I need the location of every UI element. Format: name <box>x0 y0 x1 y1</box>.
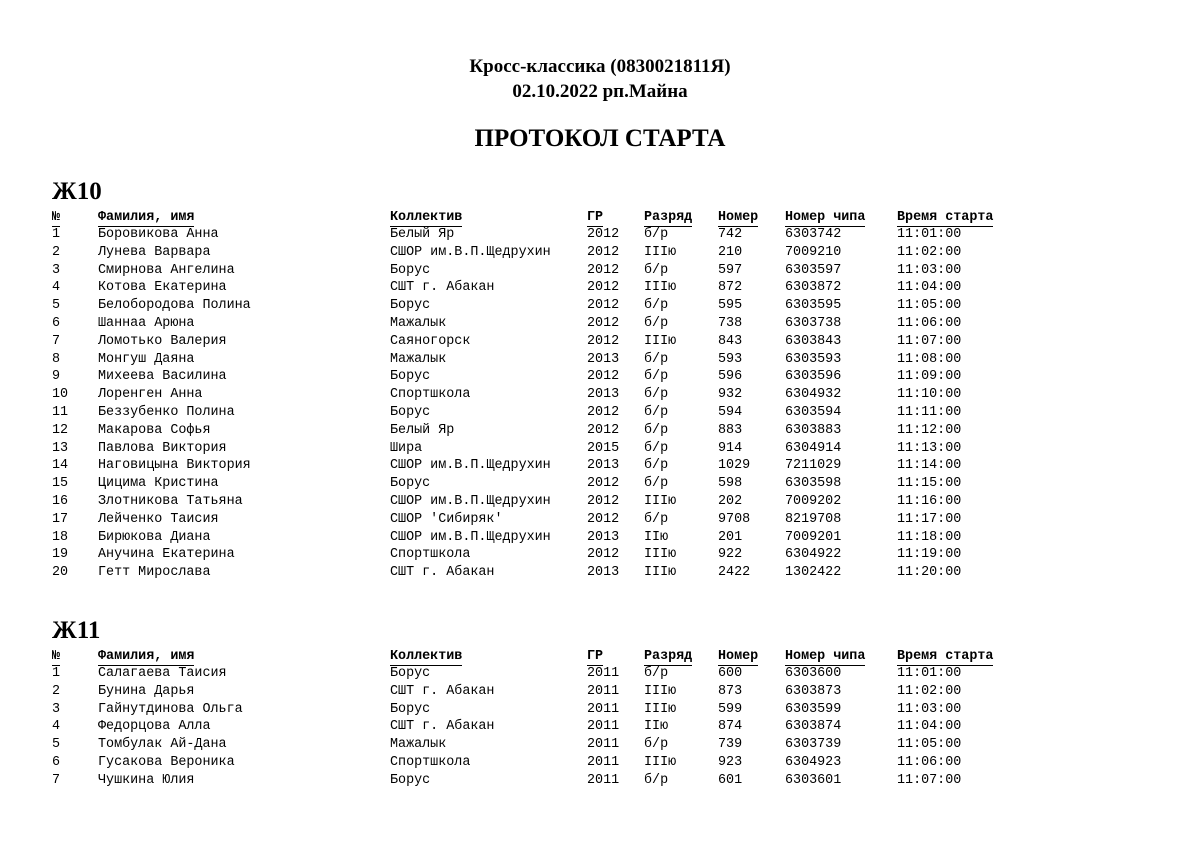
cell-bib: 843 <box>718 333 743 349</box>
cell-club: СШОР им.В.П.Щедрухин <box>390 493 551 509</box>
cell-name: Гетт Мирослава <box>98 565 211 581</box>
cell-num: 5 <box>52 737 61 753</box>
cell-time: 11:13:00 <box>897 440 962 456</box>
column-header-num <box>52 209 60 226</box>
cell-time: 11:07:00 <box>897 333 962 349</box>
cell-bib: 596 <box>718 369 743 385</box>
column-header-time <box>897 209 993 226</box>
group-title-zh11: Ж11 <box>52 617 101 644</box>
table-row <box>52 529 1012 547</box>
table-header <box>52 648 1012 665</box>
cell-chip: 7009202 <box>785 493 842 509</box>
cell-num: 18 <box>52 529 69 545</box>
cell-name: Томбулак Ай-Дана <box>98 737 227 753</box>
cell-bib: 883 <box>718 422 743 438</box>
cell-name: Бирюкова Диана <box>98 529 211 545</box>
cell-chip: 7009210 <box>785 244 842 260</box>
cell-time: 11:08:00 <box>897 351 962 367</box>
cell-club: СШТ г. Абакан <box>390 565 495 581</box>
table-row <box>52 457 1012 475</box>
cell-name: Наговицына Виктория <box>98 458 251 474</box>
table-row <box>52 226 1012 244</box>
column-header-label: Номер чипа <box>785 210 866 225</box>
cell-time: 11:05:00 <box>897 298 962 314</box>
cell-name: Чушкина Юлия <box>98 772 195 788</box>
cell-gr: 2012 <box>587 315 620 331</box>
cell-num: 5 <box>52 298 61 314</box>
cell-club: Борус <box>390 262 431 278</box>
cell-num: 7 <box>52 333 61 349</box>
column-header-label: Разряд <box>644 210 693 225</box>
cell-num: 1 <box>52 666 61 681</box>
cell-time: 11:02:00 <box>897 244 962 260</box>
cell-gr: 2011 <box>587 666 620 681</box>
cell-gr: 2011 <box>587 701 620 717</box>
cell-rank: б/р <box>644 772 669 788</box>
cell-gr: 2011 <box>587 772 620 788</box>
group-title-zh10: Ж10 <box>52 178 102 205</box>
cell-bib: 1029 <box>718 458 751 474</box>
cell-num: 8 <box>52 351 61 367</box>
cell-club: СШТ г. Абакан <box>390 683 495 699</box>
table-row <box>52 386 1012 404</box>
cell-name: Котова Екатерина <box>98 280 227 296</box>
column-header-label: Номер <box>718 649 759 664</box>
cell-time: 11:07:00 <box>897 772 962 788</box>
cell-chip: 6303594 <box>785 404 842 420</box>
cell-num: 4 <box>52 280 61 296</box>
table-row <box>52 244 1012 262</box>
cell-chip: 6303873 <box>785 683 842 699</box>
event-date-place: 02.10.2022 рп.Майна <box>512 81 688 102</box>
cell-rank: б/р <box>644 458 669 474</box>
cell-bib: 201 <box>718 529 743 545</box>
cell-name: Злотникова Татьяна <box>98 493 243 509</box>
cell-bib: 923 <box>718 754 743 770</box>
cell-chip: 8219708 <box>785 511 842 527</box>
cell-name: Цицима Кристина <box>98 476 219 492</box>
cell-chip: 6303739 <box>785 737 842 753</box>
cell-club: Борус <box>390 666 431 681</box>
cell-club: СШОР им.В.П.Щедрухин <box>390 244 551 260</box>
cell-club: Борус <box>390 404 431 420</box>
table-row <box>52 546 1012 564</box>
column-header-name <box>98 648 194 665</box>
cell-num: 2 <box>52 683 61 699</box>
cell-num: 10 <box>52 387 69 403</box>
cell-num: 3 <box>52 262 61 278</box>
cell-time: 11:17:00 <box>897 511 962 527</box>
cell-time: 11:16:00 <box>897 493 962 509</box>
column-header-label: Время старта <box>897 210 994 225</box>
cell-num: 20 <box>52 565 69 581</box>
table-row <box>52 564 1012 582</box>
cell-rank: б/р <box>644 476 669 492</box>
cell-time: 11:06:00 <box>897 754 962 770</box>
cell-chip: 6303595 <box>785 298 842 314</box>
cell-gr: 2011 <box>587 737 620 753</box>
cell-bib: 742 <box>718 227 743 242</box>
column-header-name <box>98 209 194 226</box>
cell-name: Шаннаа Арюна <box>98 315 195 331</box>
cell-name: Монгуш Даяна <box>98 351 195 367</box>
table-row <box>52 333 1012 351</box>
cell-name: Анучина Екатерина <box>98 547 235 563</box>
cell-time: 11:04:00 <box>897 280 962 296</box>
cell-club: Белый Яр <box>390 227 455 242</box>
cell-time: 11:01:00 <box>897 666 962 681</box>
cell-gr: 2012 <box>587 404 620 420</box>
cell-club: Спортшкола <box>390 547 471 563</box>
cell-bib: 914 <box>718 440 743 456</box>
cell-num: 13 <box>52 440 69 456</box>
column-header-label: ГР <box>587 210 604 225</box>
cell-chip: 6303593 <box>785 351 842 367</box>
cell-gr: 2012 <box>587 298 620 314</box>
cell-club: СШОР 'Сибиряк' <box>390 511 503 527</box>
table-row <box>52 683 1012 701</box>
column-header-label: Номер чипа <box>785 649 866 664</box>
cell-rank: б/р <box>644 369 669 385</box>
cell-num: 6 <box>52 754 61 770</box>
cell-chip: 6303599 <box>785 701 842 717</box>
cell-gr: 2012 <box>587 493 620 509</box>
cell-gr: 2012 <box>587 422 620 438</box>
cell-gr: 2013 <box>587 387 620 403</box>
cell-club: СШТ г. Абакан <box>390 280 495 296</box>
cell-gr: 2012 <box>587 511 620 527</box>
column-header-label: ГР <box>587 649 604 664</box>
cell-bib: 202 <box>718 493 743 509</box>
cell-name: Лоренген Анна <box>98 387 203 403</box>
cell-num: 19 <box>52 547 69 563</box>
cell-club: Борус <box>390 476 431 492</box>
cell-name: Белобородова Полина <box>98 298 251 314</box>
table-row <box>52 351 1012 369</box>
table-row <box>52 262 1012 280</box>
cell-time: 11:10:00 <box>897 387 962 403</box>
column-header-time <box>897 648 993 665</box>
cell-bib: 873 <box>718 683 743 699</box>
cell-chip: 6303742 <box>785 227 842 242</box>
column-header-chip <box>785 648 865 665</box>
cell-gr: 2011 <box>587 754 620 770</box>
cell-gr: 2012 <box>587 333 620 349</box>
column-header-label: Коллектив <box>390 210 463 225</box>
cell-bib: 600 <box>718 666 743 681</box>
cell-club: Борус <box>390 298 431 314</box>
cell-chip: 6303596 <box>785 369 842 385</box>
cell-club: Спортшкола <box>390 754 471 770</box>
cell-rank: IIIю <box>644 333 677 349</box>
cell-time: 11:19:00 <box>897 547 962 563</box>
cell-gr: 2013 <box>587 351 620 367</box>
cell-chip: 7211029 <box>785 458 842 474</box>
cell-gr: 2012 <box>587 369 620 385</box>
cell-chip: 6303874 <box>785 719 842 735</box>
cell-gr: 2012 <box>587 476 620 492</box>
table-row <box>52 754 1012 772</box>
cell-num: 4 <box>52 719 61 735</box>
cell-name: Бунина Дарья <box>98 683 195 699</box>
cell-chip: 6303600 <box>785 666 842 681</box>
cell-rank: IIIю <box>644 547 677 563</box>
group-table-zh11 <box>52 648 1012 790</box>
cell-club: СШОР им.В.П.Щедрухин <box>390 458 551 474</box>
cell-name: Гусакова Вероника <box>98 754 235 770</box>
cell-rank: б/р <box>644 387 669 403</box>
cell-time: 11:12:00 <box>897 422 962 438</box>
cell-name: Беззубенко Полина <box>98 404 235 420</box>
table-row <box>52 511 1012 529</box>
cell-time: 11:20:00 <box>897 565 962 581</box>
cell-bib: 210 <box>718 244 743 260</box>
cell-num: 1 <box>52 227 61 242</box>
cell-chip: 1302422 <box>785 565 842 581</box>
table-row <box>52 493 1012 511</box>
cell-rank: б/р <box>644 440 669 456</box>
table-row <box>52 736 1012 754</box>
cell-gr: 2012 <box>587 262 620 278</box>
cell-club: Борус <box>390 369 431 385</box>
cell-name: Павлова Виктория <box>98 440 227 456</box>
cell-name: Ломотько Валерия <box>98 333 227 349</box>
cell-rank: б/р <box>644 666 669 681</box>
column-header-label: Разряд <box>644 649 693 664</box>
cell-gr: 2015 <box>587 440 620 456</box>
cell-name: Макарова Софья <box>98 422 211 438</box>
table-row <box>52 279 1012 297</box>
cell-name: Боровикова Анна <box>98 227 219 242</box>
cell-num: 6 <box>52 315 61 331</box>
cell-rank: IIю <box>644 719 669 735</box>
cell-gr: 2013 <box>587 565 620 581</box>
cell-chip: 6304914 <box>785 440 842 456</box>
cell-num: 2 <box>52 244 61 260</box>
column-header-label: Номер <box>718 210 759 225</box>
cell-name: Лунева Варвара <box>98 244 211 260</box>
cell-rank: IIIю <box>644 701 677 717</box>
cell-bib: 595 <box>718 298 743 314</box>
column-header-label: Фамилия, имя <box>98 210 195 225</box>
protocol-title: ПРОТОКОЛ СТАРТА <box>474 125 726 152</box>
cell-time: 11:03:00 <box>897 701 962 717</box>
cell-bib: 932 <box>718 387 743 403</box>
cell-rank: IIIю <box>644 493 677 509</box>
cell-num: 12 <box>52 422 69 438</box>
cell-time: 11:02:00 <box>897 683 962 699</box>
cell-club: Борус <box>390 772 431 788</box>
column-header-num <box>52 648 60 665</box>
cell-chip: 6304932 <box>785 387 842 403</box>
column-header-label: Коллектив <box>390 649 463 664</box>
cell-time: 11:06:00 <box>897 315 962 331</box>
cell-club: Мажалык <box>390 315 447 331</box>
cell-rank: б/р <box>644 262 669 278</box>
cell-bib: 593 <box>718 351 743 367</box>
cell-bib: 598 <box>718 476 743 492</box>
table-row <box>52 315 1012 333</box>
cell-time: 11:03:00 <box>897 262 962 278</box>
cell-time: 11:18:00 <box>897 529 962 545</box>
cell-gr: 2011 <box>587 683 620 699</box>
column-header-gr <box>587 209 603 226</box>
cell-club: Шира <box>390 440 423 456</box>
cell-rank: б/р <box>644 511 669 527</box>
cell-name: Салагаева Таисия <box>98 666 227 681</box>
cell-num: 7 <box>52 772 61 788</box>
cell-bib: 601 <box>718 772 743 788</box>
cell-name: Федорцова Алла <box>98 719 211 735</box>
cell-name: Гайнутдинова Ольга <box>98 701 243 717</box>
cell-rank: б/р <box>644 315 669 331</box>
cell-num: 9 <box>52 369 61 385</box>
cell-club: СШОР им.В.П.Щедрухин <box>390 529 551 545</box>
column-header-label: Фамилия, имя <box>98 649 195 664</box>
cell-rank: IIIю <box>644 683 677 699</box>
cell-chip: 6303738 <box>785 315 842 331</box>
column-header-bib <box>718 648 758 665</box>
cell-gr: 2013 <box>587 458 620 474</box>
column-header-bib <box>718 209 758 226</box>
cell-time: 11:05:00 <box>897 737 962 753</box>
table-row <box>52 297 1012 315</box>
cell-time: 11:09:00 <box>897 369 962 385</box>
cell-bib: 872 <box>718 280 743 296</box>
cell-num: 11 <box>52 404 69 420</box>
cell-chip: 6304922 <box>785 547 842 563</box>
cell-bib: 594 <box>718 404 743 420</box>
cell-num: 15 <box>52 476 69 492</box>
table-row <box>52 440 1012 458</box>
table-header <box>52 209 1012 226</box>
cell-num: 17 <box>52 511 69 527</box>
cell-gr: 2012 <box>587 227 620 242</box>
group-table-zh10 <box>52 209 1012 582</box>
cell-chip: 7009201 <box>785 529 842 545</box>
cell-rank: б/р <box>644 351 669 367</box>
cell-bib: 2422 <box>718 565 751 581</box>
cell-rank: IIIю <box>644 280 677 296</box>
cell-gr: 2012 <box>587 244 620 260</box>
cell-rank: б/р <box>644 298 669 314</box>
event-title: Кросс-классика (0830021811Я) <box>469 56 731 77</box>
cell-gr: 2013 <box>587 529 620 545</box>
table-row <box>52 368 1012 386</box>
cell-club: Белый Яр <box>390 422 455 438</box>
cell-name: Лейченко Таисия <box>98 511 219 527</box>
table-row <box>52 701 1012 719</box>
cell-bib: 738 <box>718 315 743 331</box>
cell-time: 11:11:00 <box>897 404 962 420</box>
cell-name: Смирнова Ангелина <box>98 262 235 278</box>
table-row <box>52 665 1012 683</box>
cell-bib: 599 <box>718 701 743 717</box>
table-row <box>52 475 1012 493</box>
cell-rank: б/р <box>644 227 669 242</box>
cell-chip: 6304923 <box>785 754 842 770</box>
cell-time: 11:01:00 <box>897 227 962 242</box>
column-header-label: Время старта <box>897 649 994 664</box>
cell-rank: б/р <box>644 737 669 753</box>
cell-bib: 9708 <box>718 511 751 527</box>
cell-num: 14 <box>52 458 69 474</box>
cell-gr: 2012 <box>587 280 620 296</box>
cell-rank: IIIю <box>644 754 677 770</box>
cell-bib: 874 <box>718 719 743 735</box>
cell-chip: 6303598 <box>785 476 842 492</box>
cell-chip: 6303872 <box>785 280 842 296</box>
cell-chip: 6303843 <box>785 333 842 349</box>
column-header-club <box>390 648 462 665</box>
table-row <box>52 422 1012 440</box>
column-header-label: № <box>52 649 61 664</box>
table-row <box>52 404 1012 422</box>
cell-rank: б/р <box>644 422 669 438</box>
cell-club: СШТ г. Абакан <box>390 719 495 735</box>
cell-gr: 2012 <box>587 547 620 563</box>
cell-rank: IIIю <box>644 565 677 581</box>
column-header-club <box>390 209 462 226</box>
cell-bib: 739 <box>718 737 743 753</box>
cell-time: 11:04:00 <box>897 719 962 735</box>
cell-name: Михеева Василина <box>98 369 227 385</box>
column-header-rank <box>644 209 692 226</box>
table-row <box>52 718 1012 736</box>
table-row <box>52 772 1012 790</box>
cell-chip: 6303601 <box>785 772 842 788</box>
cell-num: 3 <box>52 701 61 717</box>
column-header-chip <box>785 209 865 226</box>
column-header-label: № <box>52 210 61 225</box>
cell-num: 16 <box>52 493 69 509</box>
cell-rank: IIю <box>644 529 669 545</box>
column-header-gr <box>587 648 603 665</box>
column-header-rank <box>644 648 692 665</box>
cell-bib: 922 <box>718 547 743 563</box>
cell-club: Мажалык <box>390 351 447 367</box>
cell-club: Мажалык <box>390 737 447 753</box>
cell-gr: 2011 <box>587 719 620 735</box>
cell-time: 11:14:00 <box>897 458 962 474</box>
cell-club: Борус <box>390 701 431 717</box>
cell-bib: 597 <box>718 262 743 278</box>
cell-club: Спортшкола <box>390 387 471 403</box>
cell-rank: IIIю <box>644 244 677 260</box>
cell-chip: 6303883 <box>785 422 842 438</box>
cell-chip: 6303597 <box>785 262 842 278</box>
cell-time: 11:15:00 <box>897 476 962 492</box>
cell-rank: б/р <box>644 404 669 420</box>
cell-club: Саяногорск <box>390 333 471 349</box>
